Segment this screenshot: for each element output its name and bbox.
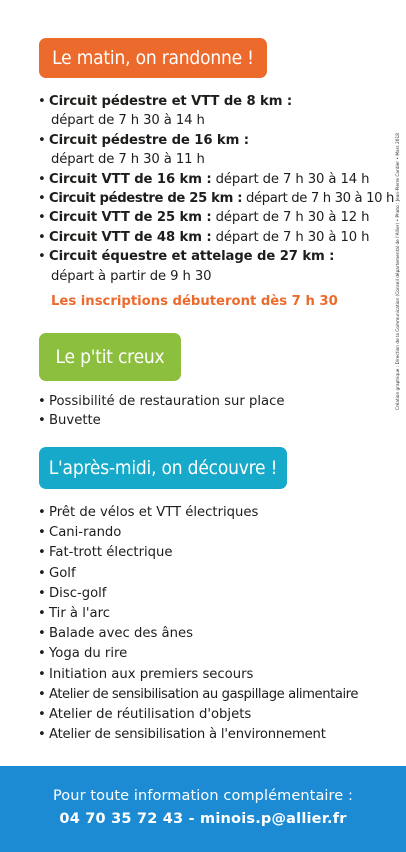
design-credits: Création graphique : Direction de la Communication (Conseil départemental de l'Allier) • Photo : Jean-Pierre Cardier • Mars 2018	[396, 133, 401, 410]
creux-list	[38, 392, 284, 430]
circuit-name: Circuit pédestre de 16 km :	[49, 132, 249, 148]
circuit-name: Circuit équestre et attelage de 27 km :	[49, 249, 335, 265]
list-item: • Balade avec des ânes	[38, 624, 358, 644]
list-item	[38, 228, 394, 247]
creux-section-title: Le p'tit creux	[55, 346, 165, 368]
email-address[interactable]: minois.p@allier.fr	[200, 811, 347, 827]
list-item	[38, 189, 394, 208]
circuit-name: Circuit pédestre de 25 km :	[49, 191, 243, 207]
list-item: • Buvette	[38, 411, 284, 430]
list-item	[38, 247, 394, 286]
circuit-name: Circuit pédestre et VTT de 8 km :	[49, 94, 293, 109]
list-item	[38, 208, 394, 227]
morning-section-header	[39, 38, 267, 78]
circuit-detail: départ de 7 h 30 à 10 h	[242, 191, 395, 207]
phone-number: 04 70 35 72 43	[59, 811, 184, 827]
afternoon-activities-list	[38, 503, 358, 745]
list-item	[38, 170, 394, 189]
list-item: • Tir à l'arc	[38, 604, 358, 624]
creux-section-header	[39, 333, 181, 381]
list-item: • Golf	[38, 564, 358, 584]
circuit-name: Circuit VTT de 48 km :	[49, 229, 212, 245]
contact-separator: -	[183, 811, 201, 827]
morning-section-title: Le matin, on randonne !	[52, 47, 254, 69]
list-item: • Fat-trott électrique	[38, 543, 358, 563]
list-item: • Possibilité de restauration sur place	[38, 392, 284, 411]
circuit-detail: départ à partir de 9 h 30	[51, 268, 212, 284]
circuit-detail: départ de 7 h 30 à 12 h	[211, 210, 370, 226]
circuit-name: Circuit VTT de 16 km :	[49, 171, 212, 187]
list-item	[38, 92, 394, 131]
afternoon-section-title: L'après-midi, on découvre !	[48, 457, 278, 479]
list-item: • Atelier de sensibilisation à l'environnement	[38, 725, 358, 745]
list-item: • Yoga du rire	[38, 644, 358, 664]
circuit-detail: départ de 7 h 30 à 14 h	[51, 113, 205, 129]
list-item	[38, 131, 394, 170]
morning-activities-list	[38, 92, 394, 286]
registration-notice: Les inscriptions débuteront dès 7 h 30	[51, 294, 338, 309]
footer-contact-line	[0, 811, 406, 827]
afternoon-section-header	[39, 447, 287, 489]
list-item: • Atelier de sensibilisation au gaspillage alimentaire	[38, 685, 358, 705]
list-item: • Initiation aux premiers secours	[38, 665, 358, 685]
circuit-detail: départ de 7 h 30 à 11 h	[51, 152, 205, 168]
list-item: • Prêt de vélos et VTT électriques	[38, 503, 358, 523]
circuit-detail: départ de 7 h 30 à 10 h	[211, 229, 370, 245]
footer-info-text: Pour toute information complémentaire :	[52, 788, 354, 804]
list-item: • Cani-rando	[38, 523, 358, 543]
circuit-name: Circuit VTT de 25 km :	[49, 210, 212, 226]
contact-footer	[0, 766, 406, 852]
circuit-detail: départ de 7 h 30 à 14 h	[211, 171, 370, 187]
list-item: • Disc-golf	[38, 584, 358, 604]
list-item: • Atelier de réutilisation d'objets	[38, 705, 358, 725]
